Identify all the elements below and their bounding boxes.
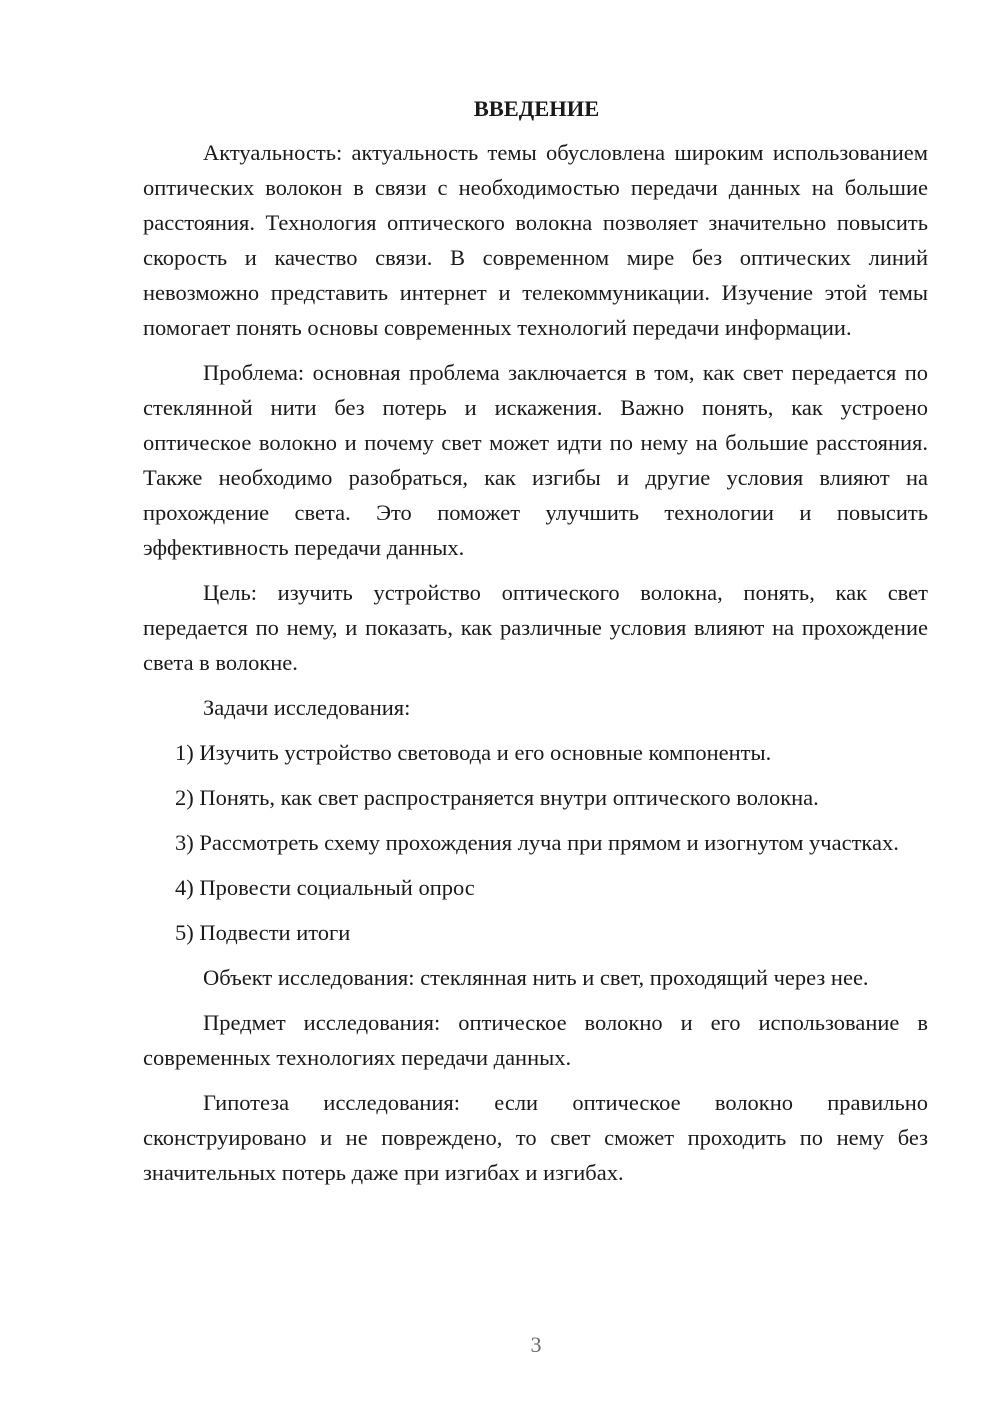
hypothesis-paragraph: Гипотеза исследования: если оптическое волокно правильно сконструировано и не повреждено, то свет сможет проходить по нему без значительных потерь даже при изгибах и изгибах. (143, 1090, 928, 1185)
tasks-heading: Задачи исследования: (203, 695, 411, 720)
subject-paragraph: Предмет исследования: оптическое волокно и его использование в современных технологиях передачи данных. (143, 1010, 928, 1070)
task-item-1: 1) Изучить устройство световода и его основные компоненты. (175, 740, 772, 765)
section-title: ВВЕДЕНИЕ (473, 96, 600, 121)
task-item-4: 4) Провести социальный опрос (175, 875, 475, 900)
goal-paragraph: Цель: изучить устройство оптического волокна, понять, как свет передается по нему, и показать, как различные условия влияют на прохождение света в волокне. (143, 580, 928, 675)
task-item-2: 2) Понять, как свет распространяется внутри оптического волокна. (175, 785, 819, 810)
problem-paragraph: Проблема: основная проблема заключается в том, как свет передается по стеклянной нити без потерь и искажения. Важно понять, как устроено оптическое волокно и почему свет может идти по нему на большие расстояния. Также необходимо разобраться, как изгибы и другие условия влияют на прохождение света. Это поможет улучшить технологии и повысить эффективность передачи данных. (143, 360, 928, 560)
page-content (143, 92, 928, 1200)
relevance-paragraph: Актуальность: актуальность темы обусловлена широким использованием оптических волокон в связи с необходимостью передачи данных на большие расстояния. Технология оптического волокна позволяет значительно повысить скорость и качество связи. В современном мире без оптических линий невозможно представить интернет и телекоммуникации. Изучение этой темы помогает понять основы современных технологий передачи информации. (143, 140, 928, 340)
task-item-5: 5) Подвести итоги (175, 920, 351, 945)
object-paragraph: Объект исследования: стеклянная нить и свет, проходящий через нее. (203, 965, 869, 990)
task-item-3: 3) Рассмотреть схему прохождения луча при прямом и изогнутом участках. (175, 830, 899, 855)
page-number: 3 (530, 1332, 542, 1357)
